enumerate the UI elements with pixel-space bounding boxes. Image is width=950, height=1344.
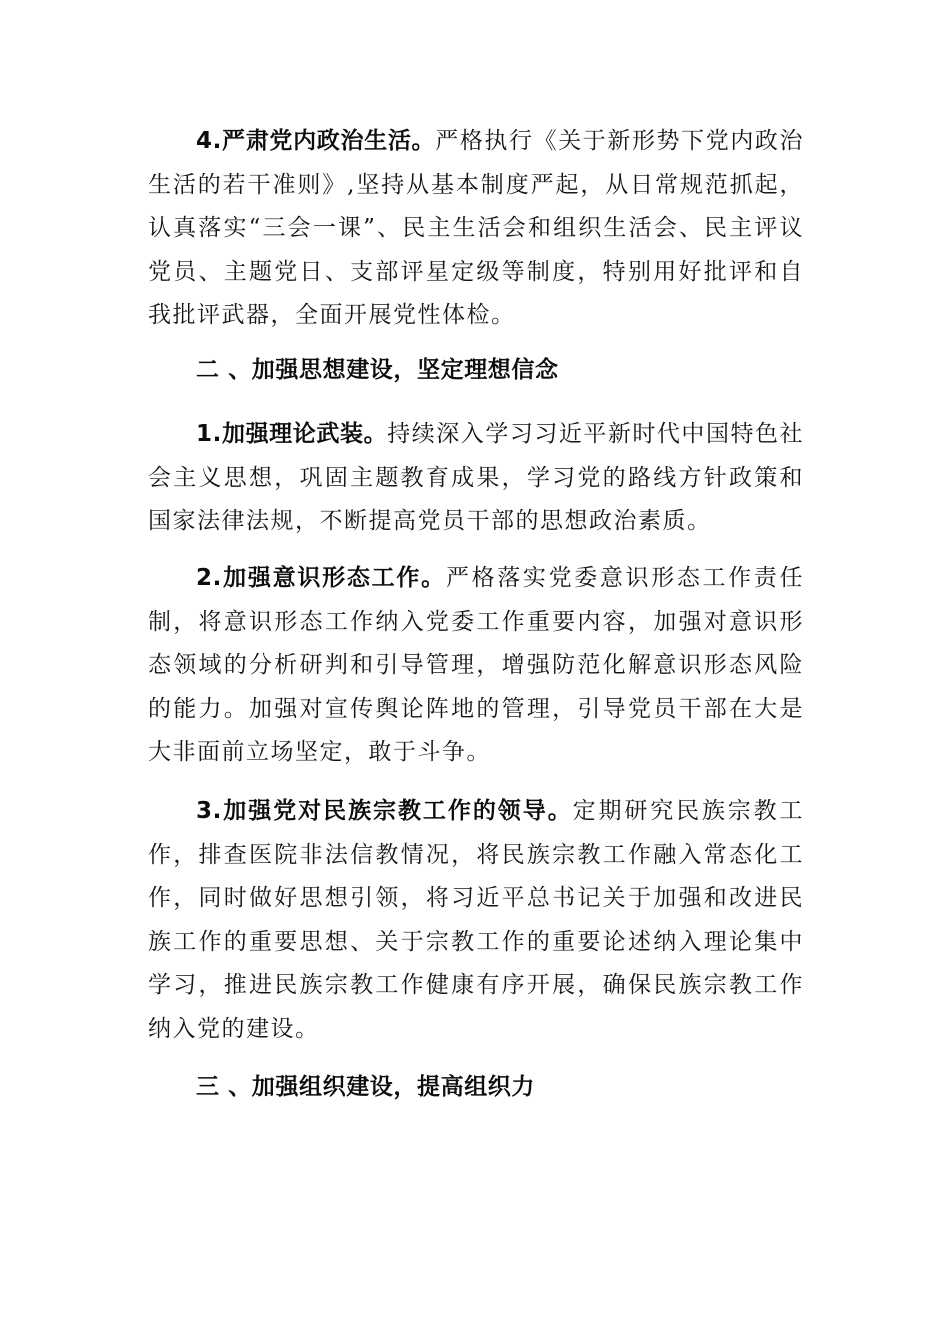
paragraph-body: 严格落实党委意识形态工作责任制，将意识形态工作纳入党委工作重要内容，加强对意识形态领域的分析研判和引导管理，增强防范化解意识形态风险的能力。加强对宣传舆论阵地的管理，引导党员干部在大是大非面前立场坚定，敢于斗争。	[148, 565, 805, 766]
paragraph-theory-study	[148, 413, 804, 544]
paragraph-body: 定期研究民族宗教工作，排查医院非法信教情况，将民族宗教工作融入常态化工作，同时做好思想引领，将习近平总书记关于加强和改进民族工作的重要思想、关于宗教工作的重要论述纳入理论集中学习，推进民族宗教工作健康有序开展，确保民族宗教工作纳入党的建设。	[148, 798, 805, 1042]
paragraph-ethnic-religious-work	[148, 790, 804, 1052]
section-heading-organizational-building: 三 、加强组织建设，提高组织力	[196, 1074, 536, 1100]
paragraph-ideology-work	[148, 557, 804, 775]
paragraph-body: 持续深入学习习近平新时代中国特色社会主义思想，巩固主题教育成果，学习党的路线方针政策和国家法律法规，不断提高党员干部的思想政治素质。	[148, 421, 804, 535]
section-heading-ideological-building: 二 、加强思想建设，坚定理想信念	[196, 357, 559, 383]
paragraph-body: 严格执行《关于新形势下党内政治生活的若干准则》,坚持从基本制度严起，从日常规范抓起，认真落实“三会一课”、民主生活会和组织生活会、民主评议党员、主题党日、支部评星定级等制度，特别用好批评和自我批评武器，全面开展党性体检。	[148, 128, 805, 329]
paragraph-strict-political-life	[148, 120, 804, 338]
paragraph-lead: 3.加强党对民族宗教工作的领导。	[196, 798, 573, 824]
paragraph-lead: 1.加强理论武装。	[196, 421, 388, 447]
paragraph-lead: 2.加强意识形态工作。	[196, 565, 446, 591]
paragraph-lead: 4.严肃党内政治生活。	[196, 128, 436, 154]
